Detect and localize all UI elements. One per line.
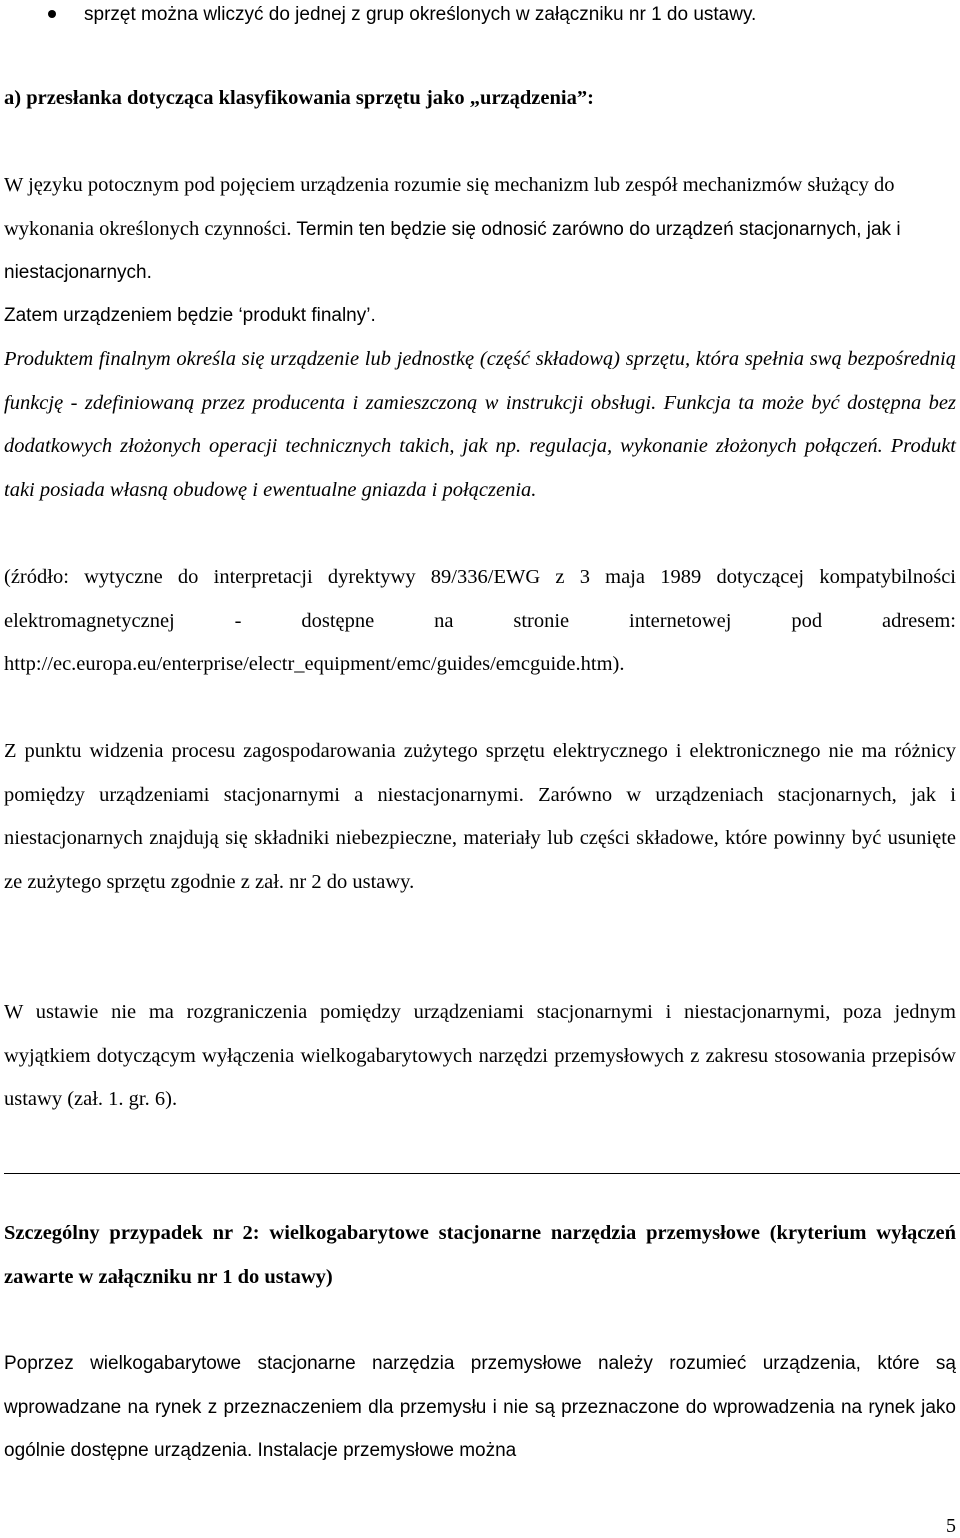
paragraph-final-product-definition: Produktem finalnym określa się urządzenie lub jednostkę (część składową) sprzętu, która spełnia swą bezpośrednią funkcję - zdefiniowaną przez producenta i zamieszczoną w instrukcji obsługi. Funkcja ta może być dostępna bez dodatkowych złożonych operacji technicznych takich, jak np. regulacja, wykonanie złożonych połączeń. Produkt taki posiada własną obudowę i ewentualne gniazda i połączenia.	[4, 348, 956, 501]
paragraph-final-product: Zatem urządzeniem będzie ‘produkt finalny’.	[4, 305, 376, 326]
bullet-list	[4, 0, 956, 30]
section-a-heading: a) przesłanka dotycząca klasyfikowania sprzętu jako „urządzenia”:	[4, 87, 594, 109]
paragraph-definition-serif: W języku potocznym pod pojęciem urządzenia rozumie się mechanizm lub zespół mechanizmów służący do wykonania określonych czynności.	[4, 174, 895, 240]
bullet-item-text: sprzęt można wliczyć do jednej z grup określonych w załączniku nr 1 do ustawy.	[84, 4, 757, 25]
paragraph-waste-processing: Z punktu widzenia procesu zagospodarowania zużytego sprzętu elektrycznego i elektronicznego nie ma różnicy pomiędzy urządzeniami stacjonarnymi a niestacjonarnymi. Zarówno w urządzeniach stacjonarnych, jak i niestacjonarnych znajdują się składniki niebezpieczne, materiały lub części składowe, które powinny być usunięte ze zużytego sprzętu zgodnie z zał. nr 2 do ustawy.	[4, 740, 956, 893]
paragraph-source: (źródło: wytyczne do interpretacji dyrektywy 89/336/EWG z 3 maja 1989 dotyczącej kompatybilności elektromagnetycznej - dostępne na stronie internetowej pod adresem: http://ec.europa.eu/enterprise/electr_equipment/emc/guides/emcguide.htm).	[4, 566, 956, 675]
paragraph-industrial-tools: Poprzez wielkogabarytowe stacjonarne narzędzia przemysłowe należy rozumieć urządzenia, które są wprowadzane na rynek z przeznaczeniem dla przemysłu i nie są przeznaczone do wprowadzenia na rynek jako ogólnie dostępne urządzenia. Instalacje przemysłowe można	[4, 1353, 956, 1461]
special-case-heading: Szczególny przypadek nr 2: wielkogabarytowe stacjonarne narzędzia przemysłowe (kryterium wyłączeń zawarte w załączniku nr 1 do ustawy)	[4, 1222, 956, 1288]
paragraph-definition	[4, 164, 956, 295]
horizontal-rule	[4, 1173, 960, 1174]
paragraph-act-distinction: W ustawie nie ma rozgraniczenia pomiędzy urządzeniami stacjonarnymi i niestacjonarnymi, poza jednym wyjątkiem dotyczącym wyłączenia wielkogabarytowych narzędzi przemysłowych z zakresu stosowania przepisów ustawy (zał. 1. gr. 6).	[4, 1001, 956, 1110]
paragraph-definition-sans: Termin ten będzie się odnosić zarówno do urządzeń stacjonarnych, jak i niestacjonarnych.	[4, 218, 901, 283]
page-number: 5	[946, 1515, 956, 1537]
bullet-dot-icon	[48, 10, 56, 18]
